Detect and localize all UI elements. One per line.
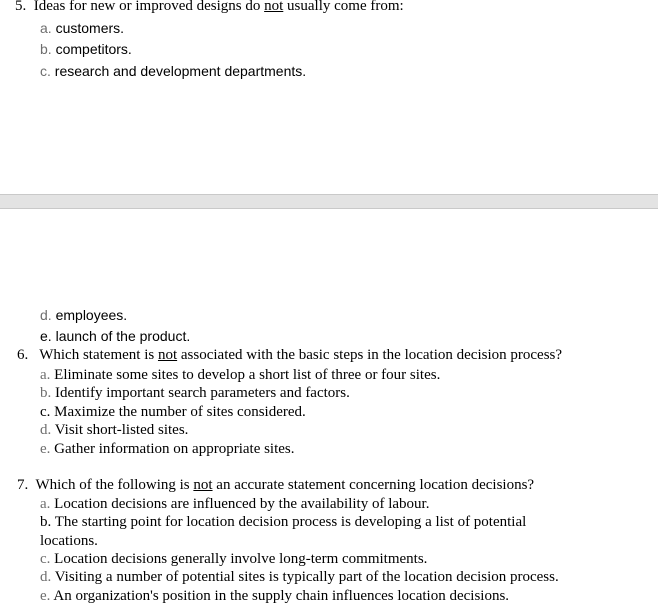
option-5a	[40, 20, 124, 36]
question-number: 7.	[17, 477, 29, 493]
question-emphasis: not	[193, 477, 213, 493]
option-letter: e.	[40, 328, 52, 344]
option-letter: b.	[40, 41, 52, 57]
option-text: Visit short-listed sites.	[54, 422, 189, 438]
option-6b	[40, 385, 350, 402]
question-number: 5.	[15, 0, 27, 14]
option-6d	[40, 422, 188, 439]
option-text: customers.	[55, 20, 125, 36]
option-letter: c.	[40, 63, 51, 79]
option-text: Eliminate some sites to develop a short list of three or four sites.	[54, 367, 441, 383]
option-text: research and development departments.	[54, 63, 307, 79]
question-text: Which of the following is	[35, 477, 194, 493]
option-5e	[40, 328, 190, 344]
question-text: associated with the basic steps in the location decision process?	[177, 347, 563, 363]
option-letter: e.	[40, 588, 51, 604]
page-break-divider	[0, 194, 658, 209]
question-text: an accurate statement concerning location decisions?	[212, 477, 535, 493]
option-letter: b.	[40, 514, 52, 530]
option-text: Maximize the number of sites considered.	[54, 404, 306, 420]
option-letter: a.	[40, 367, 51, 383]
option-7b	[40, 514, 526, 531]
question-emphasis: not	[157, 347, 178, 363]
option-5d	[40, 307, 127, 323]
option-letter: c.	[40, 404, 51, 420]
option-7a	[40, 496, 429, 513]
option-text: The starting point for location decision process is developing a list of potential	[54, 514, 527, 530]
option-text: Location decisions are influenced by the availability of labour.	[54, 496, 430, 512]
question-6-stem	[17, 347, 562, 364]
option-letter: a.	[40, 496, 51, 512]
option-letter: e.	[40, 441, 51, 457]
option-text: Identify important search parameters and factors.	[55, 385, 350, 401]
option-text: locations.	[40, 533, 98, 549]
question-number: 6.	[17, 347, 29, 363]
question-text: usually come from:	[283, 0, 404, 14]
option-6a	[40, 367, 440, 384]
option-5c	[40, 63, 306, 79]
option-text: employees.	[55, 307, 128, 323]
option-letter: a.	[40, 20, 52, 36]
option-letter: d.	[40, 569, 52, 585]
question-emphasis: not	[264, 0, 284, 14]
option-6c	[40, 404, 306, 421]
option-text: Location decisions generally involve long-term commitments.	[54, 551, 428, 567]
option-5b	[40, 41, 132, 57]
option-letter: c.	[40, 551, 51, 567]
option-letter: d.	[40, 422, 52, 438]
question-text: Ideas for new or improved designs do	[33, 0, 265, 14]
option-text: competitors.	[55, 41, 132, 57]
question-5-stem	[15, 0, 404, 15]
option-text: Gather information on appropriate sites.	[54, 441, 295, 457]
option-7d	[40, 569, 559, 586]
question-7-stem	[17, 477, 534, 494]
option-7e	[40, 588, 509, 605]
option-7c	[40, 551, 427, 568]
option-text: Visiting a number of potential sites is typically part of the location decision process.	[54, 569, 559, 585]
option-text: launch of the product.	[55, 328, 191, 344]
option-6e	[40, 441, 295, 458]
option-7b-continued	[40, 533, 98, 550]
option-letter: b.	[40, 385, 52, 401]
question-text: Which statement is	[39, 347, 158, 363]
option-text: An organization's position in the supply chain influences location decisions.	[53, 588, 510, 604]
option-letter: d.	[40, 307, 52, 323]
